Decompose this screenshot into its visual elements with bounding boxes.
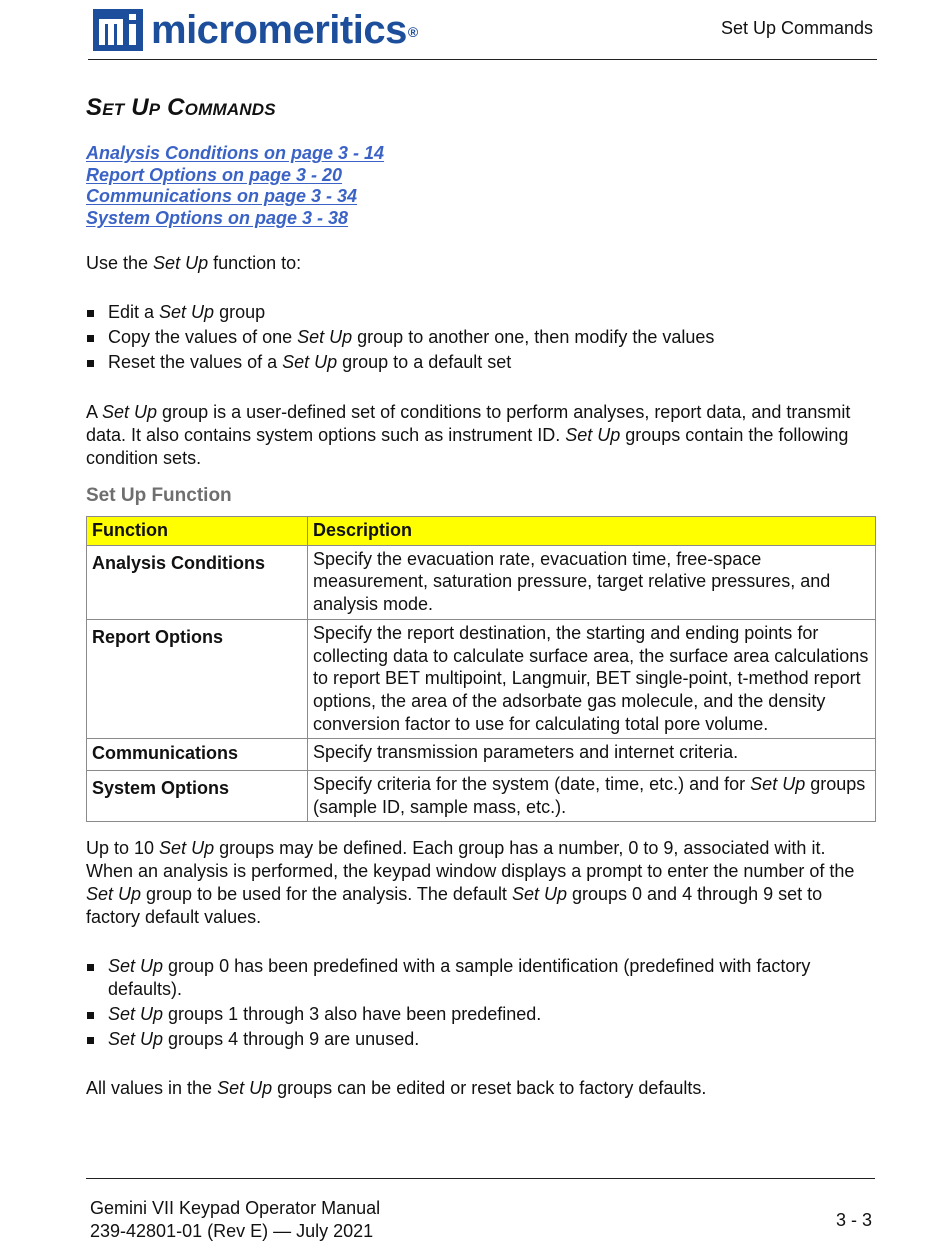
text-run: group 0 has been predefined with a sample identification (predefined with factory defaults). xyxy=(108,956,811,999)
text-run: group to another one, then modify the values xyxy=(352,327,715,347)
footer-revision: 239-42801-01 (Rev E) — July 2021 xyxy=(90,1221,374,1241)
edit-reset-paragraph xyxy=(86,1077,876,1100)
text-run: Use the xyxy=(86,253,154,273)
text-run: groups 0 and 4 through 9 set to factory default values. xyxy=(86,884,823,927)
text-run: groups may be defined. Each group has a number, 0 to 9, associated with it. When an analysis is performed, the keypad window displays a prompt to enter the number of the xyxy=(86,838,855,881)
text-run-italic: Set Up xyxy=(108,1029,164,1049)
function-cell: System Options xyxy=(87,771,308,822)
text-run-italic: Set Up xyxy=(86,884,142,904)
intro-paragraph xyxy=(86,252,876,275)
bullet-square-icon xyxy=(87,360,94,367)
function-cell: Report Options xyxy=(87,619,308,739)
table-caption: Set Up Function xyxy=(86,485,232,506)
list-item xyxy=(86,351,876,374)
text-run-italic: Set Up xyxy=(159,302,215,322)
table-row xyxy=(87,739,876,771)
footer-manual-title: Gemini VII Keypad Operator Manual xyxy=(90,1198,381,1218)
column-header-description: Description xyxy=(308,517,876,546)
table-row xyxy=(87,771,876,822)
list-item xyxy=(86,955,876,1001)
setup-group-definition-paragraph xyxy=(86,401,876,470)
text-run: All values in the xyxy=(86,1078,218,1098)
table-row xyxy=(87,545,876,619)
description-cell: Specify the report destination, the starting and ending points for collecting data to calculate surface area, the surface area calculations to report BET multipoint, Langmuir, BET single-point, t-method report options, the area of the adsorbate gas molecule, and the density conversion factor to use for calculating total pore volume. xyxy=(308,619,876,739)
setup-function-table xyxy=(86,516,876,822)
text-run: Up to 10 xyxy=(86,838,160,858)
text-run-italic: Set Up xyxy=(159,838,215,858)
text-run-italic: Set Up xyxy=(108,956,164,976)
bullet-square-icon xyxy=(87,1037,94,1044)
groups-list xyxy=(86,955,876,1051)
text-run-italic: Set Up xyxy=(511,884,567,904)
footer-manual-info xyxy=(90,1197,380,1243)
table-header-row xyxy=(87,517,876,546)
description-cell: Specify the evacuation rate, evacuation time, free-space measurement, saturation pressure, target relative pressures, and analysis mode. xyxy=(308,545,876,619)
list-item xyxy=(86,301,876,324)
text-run: Reset the values of a xyxy=(108,352,283,372)
text-run-italic: Set Up xyxy=(153,253,209,273)
text-run: groups can be edited or reset back to factory defaults. xyxy=(272,1078,707,1098)
text-run-italic: Set Up xyxy=(282,352,338,372)
bullet-square-icon xyxy=(87,335,94,342)
function-cell: Analysis Conditions xyxy=(87,545,308,619)
brand-name: micromeritics xyxy=(151,8,407,52)
text-run-italic: Set Up xyxy=(108,1004,164,1024)
text-run: group is a user-defined set of conditions to perform analyses, report data, and transmit data. It also contains system options such as instrument ID. xyxy=(86,402,851,445)
function-cell: Communications xyxy=(87,739,308,771)
cross-reference-links xyxy=(86,143,384,229)
text-run: groups (sample ID, sample mass, etc.). xyxy=(313,774,866,817)
text-run: group to be used for the analysis. The default xyxy=(141,884,512,904)
text-run-italic: Set Up xyxy=(565,425,621,445)
micromeritics-logo-mark-icon xyxy=(93,9,143,51)
link-communications[interactable]: Communications on page 3 - 34 xyxy=(86,186,358,206)
text-run: group to a default set xyxy=(337,352,512,372)
bullet-square-icon xyxy=(87,1012,94,1019)
text-run: groups 4 through 9 are unused. xyxy=(163,1029,420,1049)
column-header-function: Function xyxy=(87,517,308,546)
uses-list xyxy=(86,301,876,374)
link-system-options[interactable]: System Options on page 3 - 38 xyxy=(86,207,349,228)
description-cell xyxy=(308,771,876,822)
text-run: Specify criteria for the system (date, time, etc.) and for xyxy=(313,774,751,795)
text-run: groups contain the following condition sets. xyxy=(86,425,849,468)
text-run: Edit a xyxy=(108,302,160,322)
link-report-options[interactable]: Report Options on page 3 - 20 xyxy=(86,164,343,185)
micromeritics-logo xyxy=(93,8,418,52)
list-item xyxy=(86,1003,876,1026)
text-run: Copy the values of one xyxy=(108,327,298,347)
text-run-italic: Set Up xyxy=(102,402,158,422)
page-title: Set Up Commands xyxy=(86,94,276,121)
header-divider xyxy=(88,59,877,60)
text-run: group xyxy=(214,302,266,322)
text-run: function to: xyxy=(208,253,302,273)
list-item xyxy=(86,326,876,349)
header-section-title: Set Up Commands xyxy=(720,18,873,38)
link-analysis-conditions[interactable]: Analysis Conditions on page 3 - 14 xyxy=(86,143,385,163)
registered-mark: ® xyxy=(407,24,419,40)
bullet-square-icon xyxy=(87,964,94,971)
footer-divider xyxy=(86,1178,875,1179)
bullet-square-icon xyxy=(87,310,94,317)
text-run: A xyxy=(86,402,103,422)
description-cell: Specify transmission parameters and internet criteria. xyxy=(308,739,876,771)
list-item xyxy=(86,1028,876,1051)
text-run-italic: Set Up xyxy=(297,327,353,347)
text-run-italic: Set Up xyxy=(750,774,806,795)
table-row xyxy=(87,619,876,739)
text-run: groups 1 through 3 also have been predefined. xyxy=(163,1004,542,1024)
page-number: 3 - 3 xyxy=(835,1210,872,1230)
text-run-italic: Set Up xyxy=(217,1078,273,1098)
setup-groups-paragraph xyxy=(86,837,876,929)
